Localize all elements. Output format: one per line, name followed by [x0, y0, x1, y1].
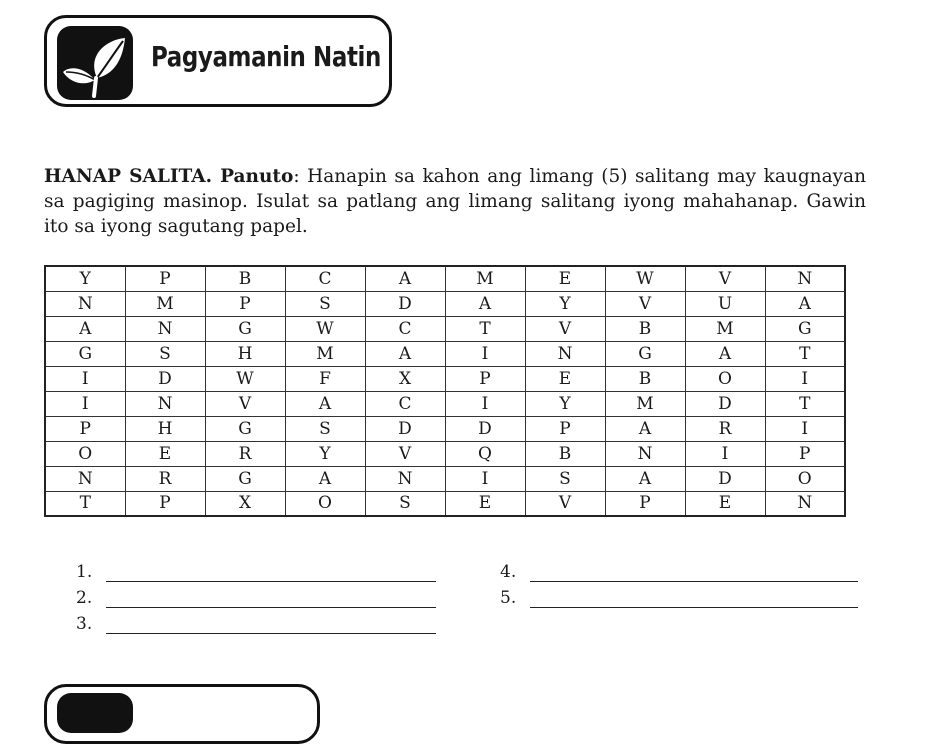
- grid-cell: A: [365, 341, 445, 366]
- grid-row: [45, 291, 845, 316]
- grid-cell: M: [125, 291, 205, 316]
- answer-blank[interactable]: [106, 591, 436, 608]
- grid-cell: A: [285, 466, 365, 491]
- grid-cell: N: [765, 491, 845, 516]
- grid-row: [45, 466, 845, 491]
- answer-number: 5.: [500, 588, 517, 608]
- answer-blank[interactable]: [530, 565, 858, 582]
- grid-row: [45, 266, 845, 291]
- answer-blank[interactable]: [106, 565, 436, 582]
- grid-cell: P: [445, 366, 525, 391]
- grid-cell: V: [205, 391, 285, 416]
- grid-cell: I: [765, 366, 845, 391]
- grid-cell: D: [685, 391, 765, 416]
- grid-cell: W: [205, 366, 285, 391]
- grid-cell: R: [685, 416, 765, 441]
- grid-cell: R: [205, 441, 285, 466]
- answer-blank[interactable]: [530, 591, 858, 608]
- answer-number: 2.: [76, 588, 93, 608]
- grid-cell: M: [605, 391, 685, 416]
- leaf-icon: [57, 26, 133, 100]
- grid-cell: T: [445, 316, 525, 341]
- grid-cell: Y: [285, 441, 365, 466]
- grid-cell: M: [685, 316, 765, 341]
- grid-cell: A: [765, 291, 845, 316]
- grid-cell: P: [45, 416, 125, 441]
- answer-blank[interactable]: [106, 617, 436, 634]
- grid-cell: P: [765, 441, 845, 466]
- grid-cell: N: [765, 266, 845, 291]
- grid-cell: S: [285, 291, 365, 316]
- grid-cell: O: [45, 441, 125, 466]
- answer-line-3[interactable]: [76, 614, 436, 634]
- grid-cell: H: [205, 341, 285, 366]
- grid-cell: O: [685, 366, 765, 391]
- grid-cell: A: [445, 291, 525, 316]
- grid-cell: B: [605, 366, 685, 391]
- grid-cell: I: [45, 366, 125, 391]
- grid-cell: W: [605, 266, 685, 291]
- grid-cell: D: [365, 291, 445, 316]
- grid-cell: C: [285, 266, 365, 291]
- grid-cell: P: [525, 416, 605, 441]
- grid-cell: T: [765, 341, 845, 366]
- answer-line-2[interactable]: [76, 588, 436, 608]
- grid-cell: A: [605, 466, 685, 491]
- next-section-badge: [57, 693, 133, 733]
- grid-cell: T: [765, 391, 845, 416]
- grid-cell: M: [285, 341, 365, 366]
- grid-cell: G: [205, 316, 285, 341]
- grid-row: [45, 366, 845, 391]
- grid-cell: Q: [445, 441, 525, 466]
- grid-cell: R: [125, 466, 205, 491]
- grid-row: [45, 341, 845, 366]
- answer-line-1[interactable]: [76, 562, 436, 582]
- grid-cell: H: [125, 416, 205, 441]
- grid-cell: G: [45, 341, 125, 366]
- grid-cell: I: [445, 391, 525, 416]
- answer-line-5[interactable]: [500, 588, 858, 608]
- section-header: [44, 15, 392, 107]
- grid-cell: N: [125, 391, 205, 416]
- grid-cell: E: [125, 441, 205, 466]
- instructions-paragraph: [44, 164, 866, 239]
- grid-cell: E: [685, 491, 765, 516]
- grid-cell: O: [765, 466, 845, 491]
- grid-cell: G: [765, 316, 845, 341]
- grid-cell: Y: [525, 391, 605, 416]
- grid-cell: N: [125, 316, 205, 341]
- grid-cell: E: [445, 491, 525, 516]
- grid-row: [45, 416, 845, 441]
- grid-cell: D: [445, 416, 525, 441]
- grid-cell: B: [205, 266, 285, 291]
- grid-cell: S: [525, 466, 605, 491]
- grid-cell: A: [285, 391, 365, 416]
- grid-cell: X: [205, 491, 285, 516]
- grid-cell: M: [445, 266, 525, 291]
- grid-cell: U: [685, 291, 765, 316]
- grid-cell: A: [365, 266, 445, 291]
- answer-number: 1.: [76, 562, 93, 582]
- grid-cell: V: [685, 266, 765, 291]
- grid-cell: N: [365, 466, 445, 491]
- grid-cell: O: [285, 491, 365, 516]
- grid-cell: B: [525, 441, 605, 466]
- grid-cell: D: [125, 366, 205, 391]
- grid-cell: S: [365, 491, 445, 516]
- grid-cell: A: [45, 316, 125, 341]
- grid-cell: V: [605, 291, 685, 316]
- grid-row: [45, 441, 845, 466]
- answer-line-4[interactable]: [500, 562, 858, 582]
- answer-number: 4.: [500, 562, 517, 582]
- grid-cell: I: [685, 441, 765, 466]
- grid-cell: V: [365, 441, 445, 466]
- grid-cell: I: [445, 466, 525, 491]
- grid-cell: G: [605, 341, 685, 366]
- instructions-text: : Hanapin sa kahon ang limang (5) salitang may kaugnayan sa pagiging masinop. Isulat sa patlang ang limang salitang iyong mahahanap. Gawin ito sa iyong sagutang papel.: [44, 166, 866, 237]
- grid-cell: C: [365, 391, 445, 416]
- grid-cell: I: [765, 416, 845, 441]
- leaf-badge: [57, 26, 133, 100]
- grid-cell: C: [365, 316, 445, 341]
- grid-cell: N: [45, 291, 125, 316]
- instructions-lead: HANAP SALITA. Panuto: [44, 166, 294, 187]
- word-search-grid: [44, 265, 846, 517]
- grid-cell: T: [45, 491, 125, 516]
- grid-cell: S: [285, 416, 365, 441]
- grid-cell: P: [605, 491, 685, 516]
- grid-cell: D: [685, 466, 765, 491]
- answer-number: 3.: [76, 614, 93, 634]
- grid-cell: A: [685, 341, 765, 366]
- next-section-header: [44, 684, 320, 744]
- grid-row: [45, 316, 845, 341]
- grid-cell: W: [285, 316, 365, 341]
- grid-cell: V: [525, 316, 605, 341]
- grid-cell: X: [365, 366, 445, 391]
- grid-cell: N: [605, 441, 685, 466]
- grid-row: [45, 491, 845, 516]
- section-title: Pagyamanin Natin: [151, 40, 381, 73]
- grid-cell: E: [525, 366, 605, 391]
- grid-cell: N: [525, 341, 605, 366]
- grid-cell: B: [605, 316, 685, 341]
- grid-cell: P: [205, 291, 285, 316]
- grid-cell: I: [445, 341, 525, 366]
- grid-cell: A: [605, 416, 685, 441]
- grid-cell: I: [45, 391, 125, 416]
- letter-grid-table: [44, 265, 846, 517]
- grid-cell: G: [205, 416, 285, 441]
- grid-row: [45, 391, 845, 416]
- grid-cell: G: [205, 466, 285, 491]
- grid-cell: P: [125, 266, 205, 291]
- grid-cell: S: [125, 341, 205, 366]
- grid-cell: N: [45, 466, 125, 491]
- grid-cell: F: [285, 366, 365, 391]
- grid-cell: D: [365, 416, 445, 441]
- grid-cell: E: [525, 266, 605, 291]
- grid-cell: V: [525, 491, 605, 516]
- grid-cell: Y: [525, 291, 605, 316]
- grid-cell: Y: [45, 266, 125, 291]
- grid-cell: P: [125, 491, 205, 516]
